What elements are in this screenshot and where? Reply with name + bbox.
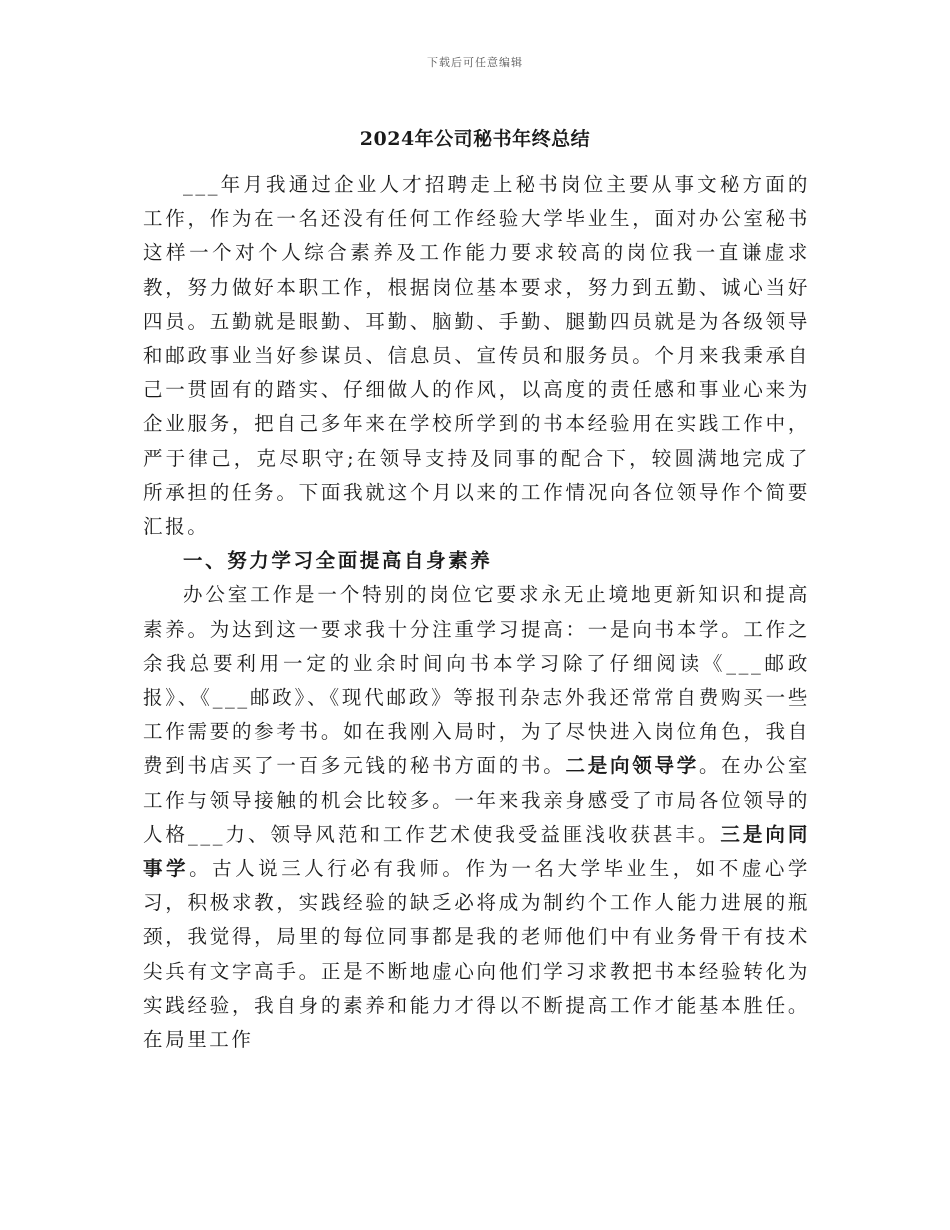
paragraph-text-part: 。在办公室工作与领导接触的机会比较多。一年来我亲身感受了市局各位领导的人格___力、领导风范和工作艺术使我受益匪浅收获甚丰。 <box>143 754 810 846</box>
page-header-note: 下载后可任意编辑 <box>427 56 523 69</box>
intro-paragraph: ___年月我通过企业人才招聘走上秘书岗位主要从事文秘方面的工作，作为在一名还没有任何工作经验大学毕业生，面对办公室秘书这样一个对个人综合素养及工作能力要求较高的岗位我一直谦虚求教，努力做好本职工作，根据岗位基本要求，努力到五勤、诚心当好四员。五勤就是眼勤、耳勤、脑勤、手勤、腿勤四员就是为各级领导和邮政事业当好参谋员、信息员、宣传员和服务员。个月来我秉承自己一贯固有的踏实、仔细做人的作风，以高度的责任感和事业心来为企业服务，把自己多年来在学校所学到的书本经验用在实践工作中，严于律己，克尽职守;在领导支持及同事的配合下，较圆满地完成了所承担的任务。下面我就这个月以来的工作情况向各位领导作个简要汇报。 <box>143 173 810 539</box>
document-body <box>143 168 810 1057</box>
paragraph-text-part: 。古人说三人行必有我师。作为一名大学毕业生，如不虚心学习，积极求教，实践经验的缺乏必将成为制约个工作人能力进展的瓶颈，我觉得，局里的每位同事都是我的老师他们中有业务骨干有技术尖兵有文字高手。正是不断地虚心向他们学习求教把书本经验转化为实践经验，我自身的素养和能力才得以不断提高工作才能基本胜任。在局里工作 <box>143 857 811 1052</box>
document-title: 2024年公司秘书年终总结 <box>359 128 591 150</box>
bold-phrase: 二是向领导学 <box>565 754 699 778</box>
section-heading: 一、努力学习全面提高自身素养 <box>183 549 493 573</box>
section-paragraph <box>143 578 810 1057</box>
bold-phrase: 三是向同事学 <box>143 822 811 881</box>
paragraph-text-part: 办公室工作是一个特别的岗位它要求永无止境地更新知识和提高素养。为达到这一要求我十分注重学习提高：一是向书本学。工作之余我总要利用一定的业余时间向书本学习除了仔细阅读《___邮政报》、《___邮政》、《现代邮政》等报刊杂志外我还常常自费购买一些工作需要的参考书。如在我刚入局时，为了尽快进入岗位角色，我自费到书店买了一百多元钱的秘书方面的书。 <box>143 583 810 778</box>
